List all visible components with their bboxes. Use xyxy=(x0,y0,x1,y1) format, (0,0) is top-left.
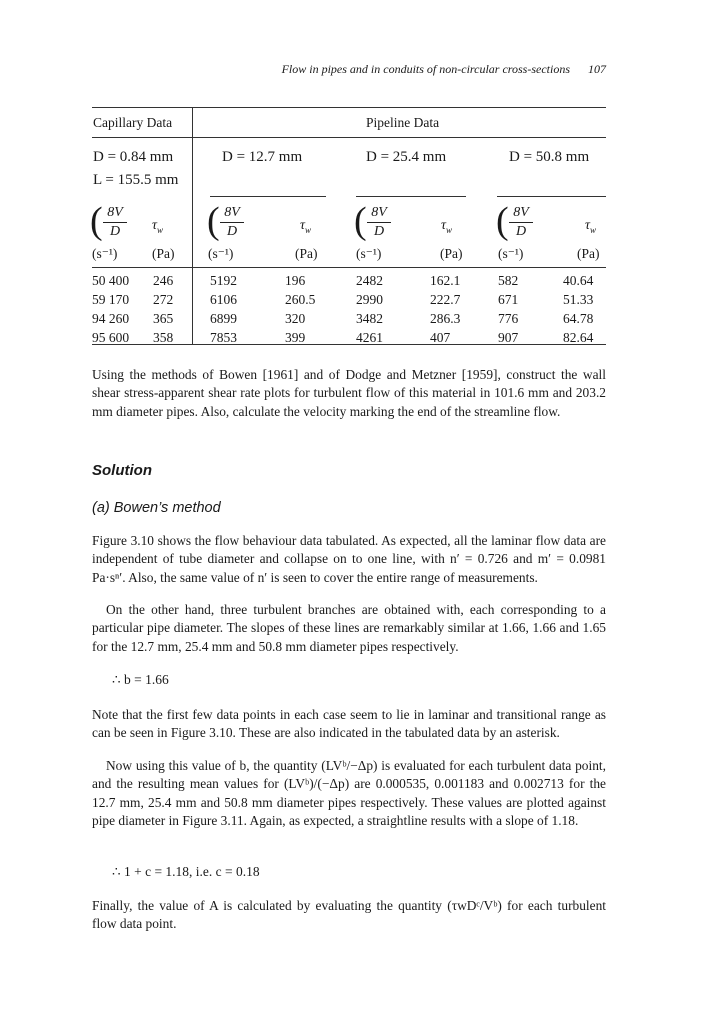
fraction-numerator: 8V xyxy=(224,205,240,220)
table-data-rule xyxy=(92,267,606,268)
table-cell: 94 260 xyxy=(92,311,130,326)
table-header-rule xyxy=(92,137,606,138)
method-a-heading: (a) Bowen’s method xyxy=(92,500,221,516)
table-cell: 407 xyxy=(430,330,451,345)
equation-c: ∴ 1 + c = 1.18, i.e. c = 0.18 xyxy=(112,864,260,879)
unit-stress: (Pa) xyxy=(440,246,463,261)
table-cell: 907 xyxy=(498,330,519,345)
capillary-length: L = 155.5 mm xyxy=(93,172,179,188)
unit-rate: (s⁻¹) xyxy=(92,246,118,261)
table-cell: 196 xyxy=(285,273,306,288)
paragraph-1: Figure 3.10 shows the flow behaviour data tabulated. As expected, all the laminar flow data are independent of tube diameter and collapse on to one line, with n′ = 0.726 and m′ = 0.0981 Pa·sⁿ′. Also, the same value of n′ is seen to cover the entire range of measurements. xyxy=(92,533,606,585)
table-cell: 64.78 xyxy=(563,311,594,326)
fraction-numerator: 8V xyxy=(107,205,123,220)
table-cell: 320 xyxy=(285,311,306,326)
table-cell: 2482 xyxy=(356,273,383,288)
unit-stress: (Pa) xyxy=(577,246,600,261)
unit-rate: (s⁻¹) xyxy=(356,246,382,261)
shear-rate-fraction xyxy=(367,205,391,240)
table-cell: 272 xyxy=(153,292,174,307)
page-number: 107 xyxy=(588,62,606,76)
tau: τ xyxy=(152,218,158,233)
tau-subscript: w xyxy=(446,224,453,235)
fraction-numerator: 8V xyxy=(371,205,387,220)
table-cell: 246 xyxy=(153,273,174,288)
pipe-dim-underline-3 xyxy=(497,196,606,197)
table-cell: 59 170 xyxy=(92,292,130,307)
tau-subscript: w xyxy=(305,224,312,235)
pipe-dim-underline-1 xyxy=(210,196,326,197)
fraction-denominator: D xyxy=(515,224,527,239)
solution-heading: Solution xyxy=(92,462,152,479)
pipe-dim-underline-2 xyxy=(356,196,466,197)
shear-rate-fraction xyxy=(103,205,127,240)
table-cell: 4261 xyxy=(356,330,383,345)
wall-shear-symbol xyxy=(152,218,163,235)
table-cell: 82.64 xyxy=(563,330,594,345)
tau-subscript: w xyxy=(590,224,597,235)
unit-rate: (s⁻¹) xyxy=(208,246,234,261)
unit-stress: (Pa) xyxy=(295,246,318,261)
table-cell: 95 600 xyxy=(92,330,130,345)
tau-subscript: w xyxy=(157,224,164,235)
unit-stress: (Pa) xyxy=(152,246,175,261)
paragraph-2: On the other hand, three turbulent branches are obtained with, each corresponding to a particular pipe diameter. The slopes of these lines are remarkably similar at 1.66, 1.66 and 1.65 for the 12.7 mm, 25.4 mm and 50.8 mm diameter pipes respectively. xyxy=(92,602,606,654)
pipeline-header: Pipeline Data xyxy=(366,115,440,130)
paragraph-4: Now using this value of b, the quantity (LVᵇ/−Δp) is evaluated for each turbulent data point, and the resulting mean values for (LVᵇ)/(−Δp) are 0.000535, 0.001183 and 0.002713 for the 12.7 mm, 25.4 mm and 50.8 mm diameter pipes respectively. These values are plotted against pipe diameter in Figure 3.11. Again, as expected, a straightline results with a slope of 1.18. xyxy=(92,758,606,829)
tau: τ xyxy=(441,218,447,233)
running-head xyxy=(92,62,606,77)
fraction-numerator: 8V xyxy=(513,205,529,220)
table-cell: 162.1 xyxy=(430,273,461,288)
table-cell: 51.33 xyxy=(563,292,594,307)
pipe-diameter-1: D = 12.7 mm xyxy=(222,149,303,165)
table-cell: 40.64 xyxy=(563,273,594,288)
open-paren: ( xyxy=(354,200,367,242)
shear-rate-fraction xyxy=(220,205,244,240)
fraction-denominator: D xyxy=(226,224,238,239)
table-vertical-divider xyxy=(192,107,193,344)
pipe-diameter-2: D = 25.4 mm xyxy=(366,149,447,165)
capillary-header: Capillary Data xyxy=(93,115,173,130)
shear-rate-fraction xyxy=(509,205,533,240)
table-cell: 6899 xyxy=(210,311,237,326)
table-cell: 3482 xyxy=(356,311,383,326)
capillary-diameter: D = 0.84 mm xyxy=(93,149,174,165)
table-cell: 399 xyxy=(285,330,306,345)
table-cell: 2990 xyxy=(356,292,383,307)
table-cell: 222.7 xyxy=(430,292,461,307)
paragraph-5: Finally, the value of A is calculated by evaluating the quantity (τwDᶜ/Vᵇ) for each turbulent flow data point. xyxy=(92,898,606,932)
pipe-diameter-3: D = 50.8 mm xyxy=(509,149,590,165)
wall-shear-symbol xyxy=(300,218,311,235)
unit-rate: (s⁻¹) xyxy=(498,246,524,261)
fraction-denominator: D xyxy=(373,224,385,239)
equation-b: ∴ b = 1.66 xyxy=(112,672,169,687)
table-cell: 260.5 xyxy=(285,292,316,307)
table-cell: 582 xyxy=(498,273,519,288)
table-top-rule xyxy=(92,107,606,108)
fraction-denominator: D xyxy=(109,224,121,239)
paragraph-3: Note that the first few data points in each case seem to lie in laminar and transitional range as can be seen in Figure 3.10. These are also indicated in the tabulated data by an asterisk. xyxy=(92,707,606,741)
tau: τ xyxy=(300,218,306,233)
table-cell: 5192 xyxy=(210,273,237,288)
running-head-title: Flow in pipes and in conduits of non-circular cross-sections xyxy=(281,62,570,76)
open-paren: ( xyxy=(90,200,103,242)
table-cell: 776 xyxy=(498,311,519,326)
table-cell: 50 400 xyxy=(92,273,130,288)
open-paren: ( xyxy=(496,200,509,242)
table-cell: 6106 xyxy=(210,292,237,307)
table-cell: 7853 xyxy=(210,330,237,345)
table-cell: 365 xyxy=(153,311,174,326)
wall-shear-symbol xyxy=(585,218,596,235)
open-paren: ( xyxy=(207,200,220,242)
table-cell: 671 xyxy=(498,292,519,307)
wall-shear-symbol xyxy=(441,218,452,235)
table-cell: 286.3 xyxy=(430,311,461,326)
tau: τ xyxy=(585,218,591,233)
table-cell: 358 xyxy=(153,330,174,345)
problem-statement: Using the methods of Bowen [1961] and of Dodge and Metzner [1959], construct the wall shear stress-apparent shear rate plots for turbulent flow of this material in 101.6 mm and 203.2 mm diameter pipes. Also, calculate the velocity marking the end of the streamline flow. xyxy=(92,367,606,419)
